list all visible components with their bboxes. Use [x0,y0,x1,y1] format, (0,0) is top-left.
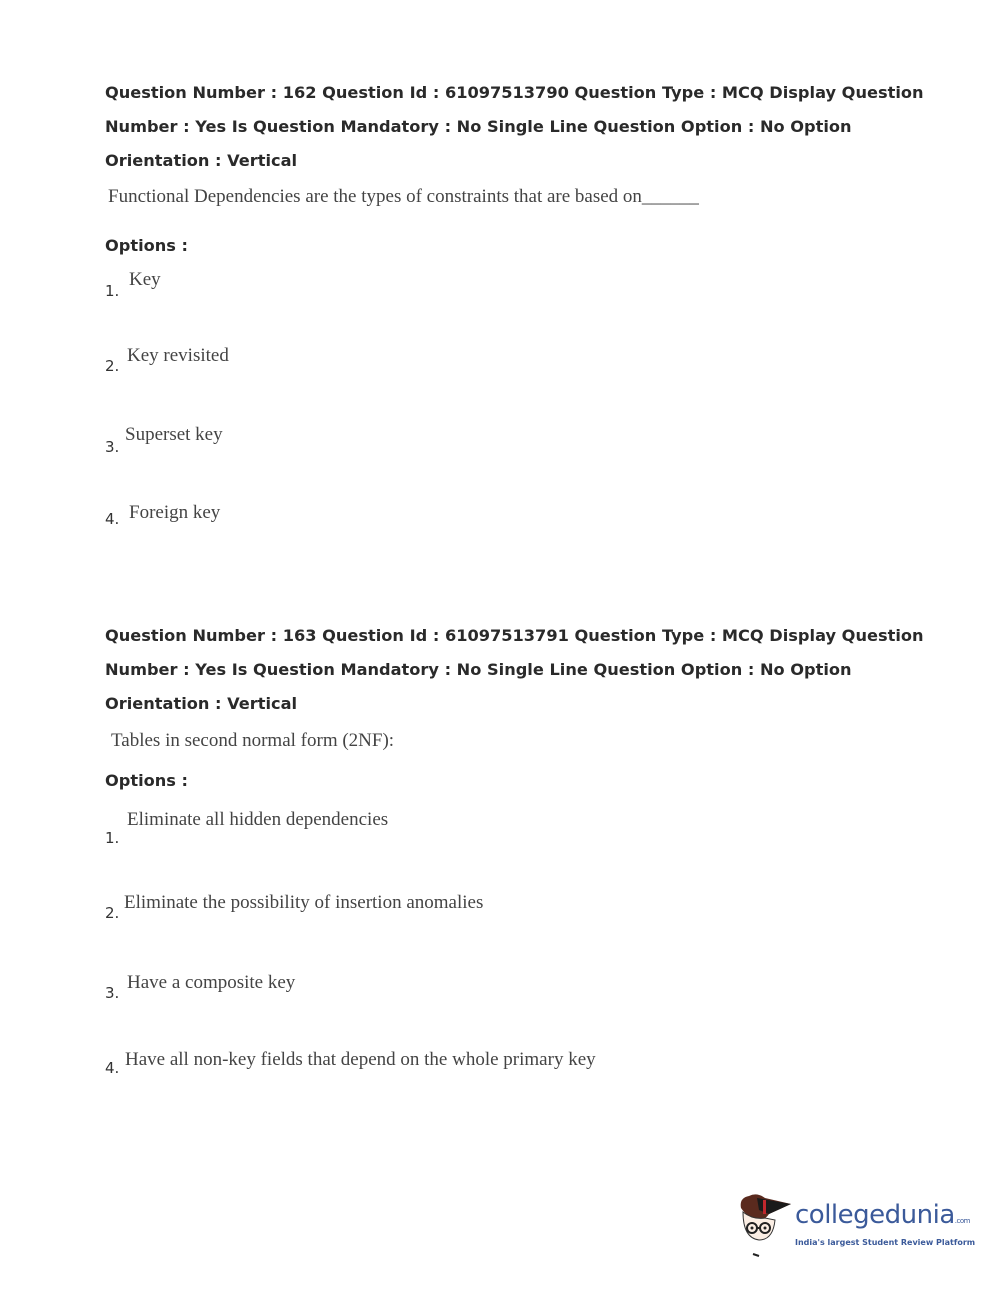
option-number: 2. [105,357,120,375]
option-text: Key [129,269,161,290]
option-text: Superset key [125,424,223,445]
brand-tagline: India's largest Student Review Platform [795,1238,976,1247]
question-header-line: Number : Yes Is Question Mandatory : No Single Line Question Option : No Option [105,117,852,136]
question-text: Functional Dependencies are the types of constraints that are based on______ [108,186,699,207]
option-number: 2. [105,904,120,922]
option-text: Eliminate all hidden dependencies [127,809,389,830]
option-number: 1. [105,829,120,847]
option-text: Have all non-key fields that depend on the whole primary key [125,1049,596,1070]
question-text: Tables in second normal form (2NF): [111,730,395,751]
collegedunia-logo [735,1190,976,1260]
option-text: Eliminate the possibility of insertion anomalies [124,892,484,913]
brand-name [795,1200,970,1230]
option-number: 4. [105,1059,120,1077]
options-label: Options : [105,771,189,790]
option-text: Key revisited [127,345,229,366]
mascot-icon [735,1190,795,1260]
option-number: 3. [105,438,120,456]
options-label: Options : [105,236,189,255]
brand-text: collegedunia [795,1200,955,1230]
option-number: 4. [105,510,120,528]
question-header-line: Question Number : 163 Question Id : 61097513791 Question Type : MCQ Display Question [105,626,924,645]
option-text: Have a composite key [127,972,296,993]
option-number: 1. [105,282,120,300]
question-header-line: Question Number : 162 Question Id : 61097513790 Question Type : MCQ Display Question [105,83,924,102]
brand-suffix: .com [954,1217,970,1225]
option-text: Foreign key [129,502,221,523]
question-header-line: Orientation : Vertical [105,151,298,170]
question-header-line: Orientation : Vertical [105,694,298,713]
option-number: 3. [105,984,120,1002]
question-header-line: Number : Yes Is Question Mandatory : No Single Line Question Option : No Option [105,660,852,679]
